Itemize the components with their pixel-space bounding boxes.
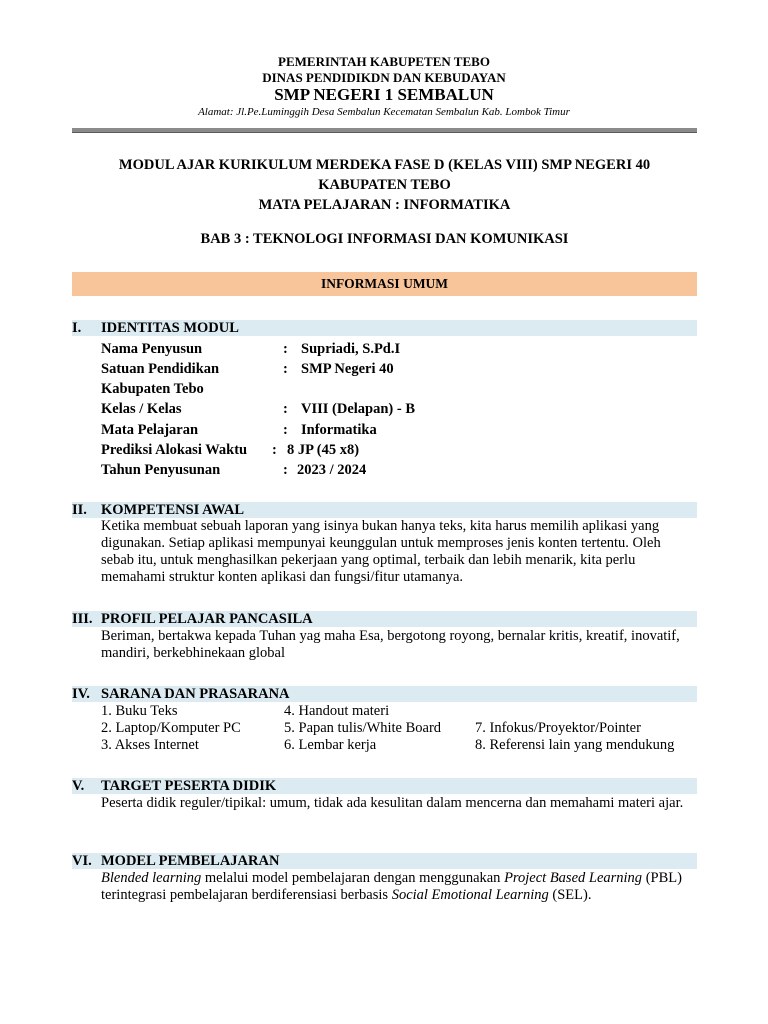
sarana-item: 7. Infokus/Proyektor/Pointer (475, 720, 641, 736)
section-title: MODEL PEMBELAJARAN (101, 853, 280, 869)
model-text-segment: melalui model pembelajaran dengan menggunakan (201, 870, 505, 886)
identity-colon: : (283, 341, 288, 357)
identity-value: 8 JP (45 x8) (287, 442, 360, 458)
model-term-sel: Social Emotional Learning (391, 887, 549, 903)
sarana-item: 8. Referensi lain yang mendukung (475, 737, 675, 753)
section-title: SARANA DAN PRASARANA (101, 686, 290, 702)
identity-colon: : (283, 361, 288, 377)
school-address: Alamat: Jl.Pe.Luminggih Desa Sembalun Kecematan Sembalun Kab. Lombok Timur (198, 106, 570, 118)
sarana-item: 4. Handout materi (284, 703, 390, 719)
section-heading-model (72, 853, 697, 869)
section-number: I. (72, 320, 82, 336)
section-title: TARGET PESERTA DIDIK (101, 778, 277, 794)
section-number: IV. (72, 686, 90, 702)
sarana-item: 3. Akses Internet (101, 737, 199, 753)
section-heading-identitas (72, 320, 697, 336)
section-heading-kompetensi (72, 502, 697, 518)
section-heading-target (72, 778, 697, 794)
model-text-segment: (PBL) terintegrasi pembelajaran berdiferensiasi berbasis (101, 870, 682, 903)
identity-value: 2023 / 2024 (297, 462, 367, 478)
section-banner: INFORMASI UMUM (72, 272, 697, 296)
sarana-item: 2. Laptop/Komputer PC (101, 720, 241, 736)
identity-colon: : (283, 401, 288, 417)
sarana-item: 6. Lembar kerja (284, 737, 377, 753)
identity-value: Supriadi, S.Pd.I (301, 341, 401, 357)
section-heading-profil (72, 611, 697, 627)
sarana-item: 5. Papan tulis/White Board (284, 720, 442, 736)
identity-value: SMP Negeri 40 (301, 361, 394, 377)
identity-colon: : (283, 422, 288, 438)
section-title: IDENTITAS MODUL (101, 320, 239, 336)
chapter-title: BAB 3 : TEKNOLOGI INFORMASI DAN KOMUNIKASI (200, 231, 569, 247)
letterhead-divider (72, 128, 697, 133)
model-term-pbl: Project Based Learning (504, 870, 643, 886)
section-number: V. (72, 778, 85, 794)
module-title-line2: KABUPATEN TEBO (318, 177, 451, 193)
kompetensi-awal-text: Ketika membuat sebuah laporan yang isinya bukan hanya teks, kita harus memilih aplikasi yang digunakan. Setiap aplikasi mempunyai keunggulan untuk memproses jenis konten tertentu. Oleh sebab itu, untuk menghasilkan pekerjaan yang optimal, terbaik dan lebih menarik, kita perlu memahami struktur konten aplikasi dan fungsi/fitur utamanya. (101, 518, 661, 585)
identity-value: VIII (Delapan) - B (301, 401, 415, 417)
model-term-blended: Blended learning (101, 870, 202, 886)
letterhead (0, 54, 768, 119)
government-name: PEMERINTAH KABUPETEN TEBO (278, 54, 490, 69)
identity-label: Mata Pelajaran (101, 422, 199, 438)
identity-colon: : (283, 462, 288, 478)
section-number: III. (72, 611, 93, 627)
model-pembelajaran-text (101, 870, 697, 904)
identity-label: Kelas / Kelas (101, 401, 182, 417)
section-number: VI. (72, 853, 92, 869)
target-peserta-text: Peserta didik reguler/tipikal: umum, tidak ada kesulitan dalam mencerna dan memahami materi ajar. (101, 795, 684, 811)
section-title: PROFIL PELAJAR PANCASILA (101, 611, 313, 627)
module-title-line1: MODUL AJAR KURIKULUM MERDEKA FASE D (KELAS VIII) SMP NEGERI 40 (118, 157, 651, 173)
section-number: II. (72, 502, 87, 518)
identity-label: Nama Penyusun (101, 341, 203, 357)
subject-title: MATA PELAJARAN : INFORMATIKA (258, 197, 511, 213)
section-title: KOMPETENSI AWAL (101, 502, 245, 518)
section-heading-sarana (72, 686, 697, 702)
identity-label: Kabupaten Tebo (101, 381, 204, 397)
profil-pelajar-text: Beriman, bertakwa kepada Tuhan yag maha Esa, bergotong royong, bernalar kritis, kreatif, inovatif, mandiri, berkebhinekaan global (101, 628, 680, 661)
sarana-item: 1. Buku Teks (101, 703, 178, 719)
identity-label: Satuan Pendidikan (101, 361, 220, 377)
identity-label: Tahun Penyusunan (101, 462, 221, 478)
school-name: SMP NEGERI 1 SEMBALUN (274, 85, 494, 104)
identity-value: Informatika (301, 422, 377, 438)
identity-label: Prediksi Alokasi Waktu (101, 442, 248, 458)
model-text-segment: (SEL). (548, 887, 592, 903)
department-name: DINAS PENDIDIKDN DAN KEBUDAYAN (262, 70, 506, 85)
identity-colon: : (272, 442, 277, 458)
